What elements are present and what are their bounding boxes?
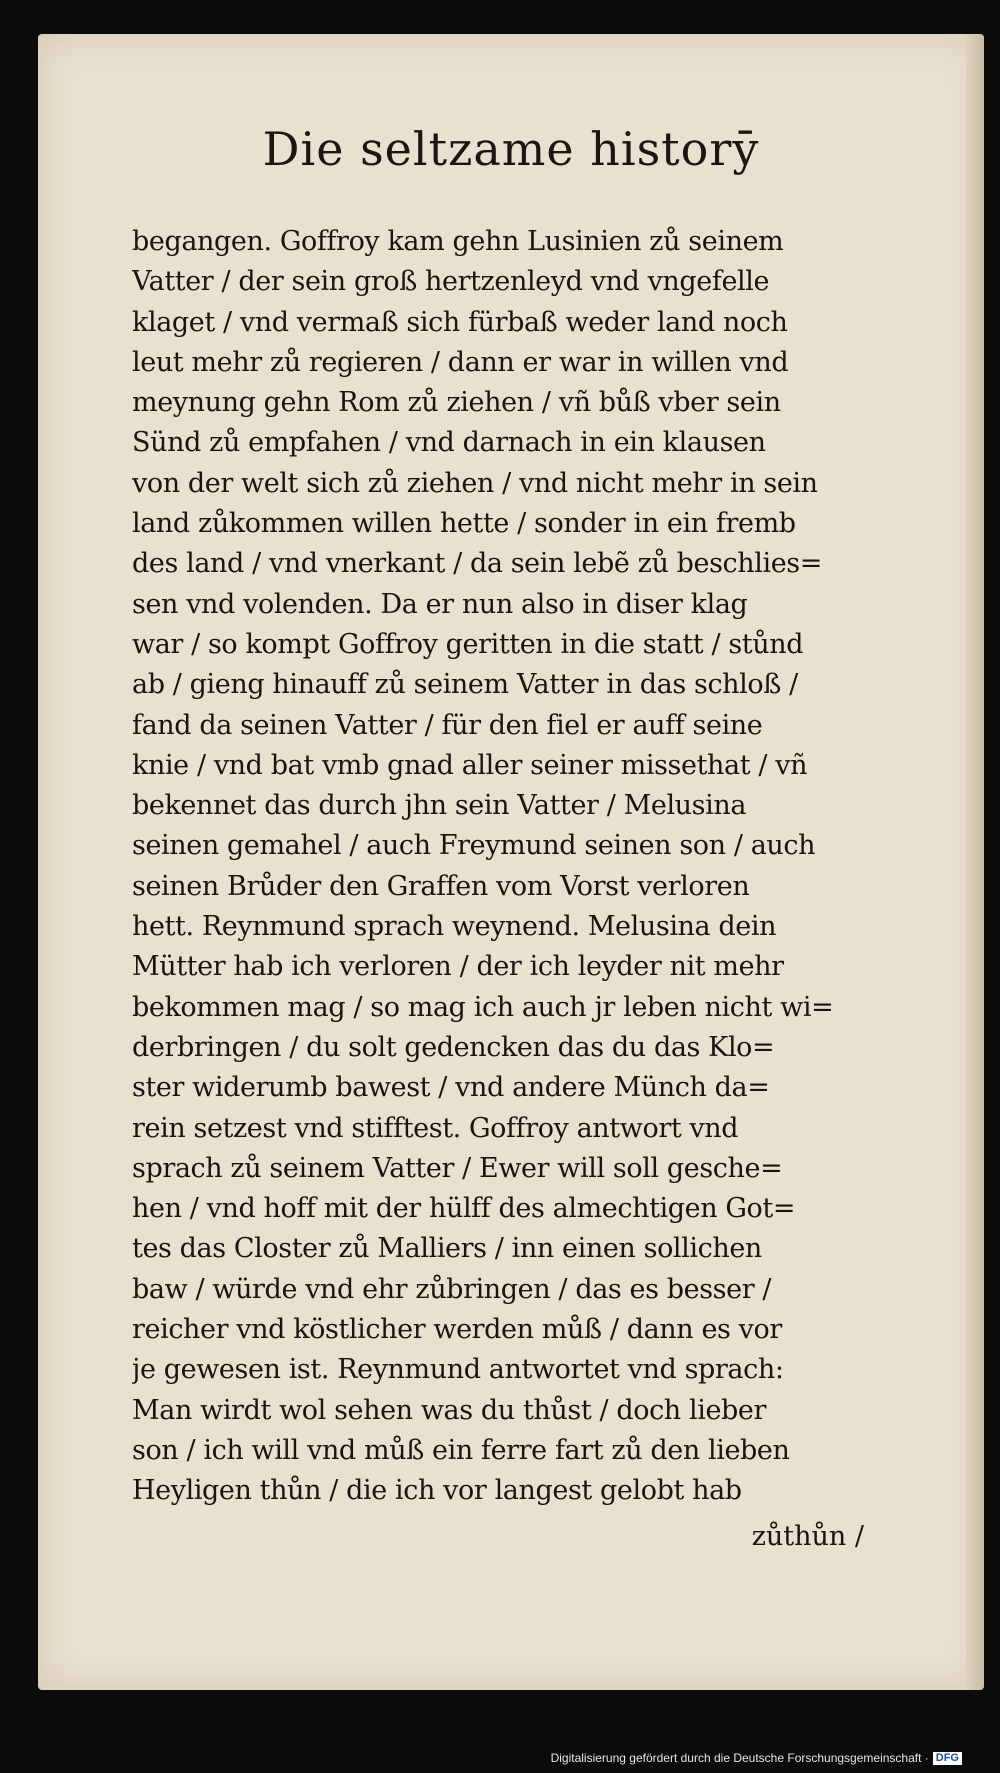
running-head: Die seltzame historȳ	[262, 122, 760, 176]
text-line: rein setzest vnd stifftest. Goffroy antwort vnd	[132, 1112, 739, 1144]
text-line: seinen gemahel / auch Freymund seinen son / auch	[132, 830, 816, 862]
text-line: Sünd zů empfahen / vnd darnach in ein klausen	[132, 427, 766, 459]
text-line: meynung gehn Rom zů ziehen / vñ bůß vber sein	[132, 387, 781, 419]
text-line: war / so kompt Goffroy geritten in die statt / stůnd	[132, 628, 804, 660]
credit-text: Digitalisierung gefördert durch die Deutsche Forschungsgemeinschaft ·	[550, 1750, 929, 1765]
footer-bar	[0, 1739, 1000, 1773]
text-line: sen vnd volenden. Da er nun also in diser klag	[132, 588, 748, 620]
text-line: Vatter / der sein groß hertzenleyd vnd vngefelle	[132, 266, 770, 298]
text-line: ab / gieng hinauff zů seinem Vatter in das schloß /	[132, 669, 798, 701]
text-line: sprach zů seinem Vatter / Ewer will soll gesche=	[132, 1152, 783, 1184]
text-line: begangen. Goffroy kam gehn Lusinien zů seinem	[132, 226, 784, 257]
text-line: klaget / vnd vermaß sich fürbaß weder land noch	[132, 306, 788, 338]
book-page	[38, 34, 984, 1690]
text-line: bekommen mag / so mag ich auch jr leben nicht wi=	[132, 991, 834, 1023]
text-line: Man wirdt wol sehen was du thůst / doch lieber	[132, 1394, 766, 1426]
text-line: son / ich will vnd můß ein ferre fart zů den lieben	[132, 1434, 790, 1466]
text-line: des land / vnd vnerkant / da sein lebẽ zů beschlies=	[132, 548, 822, 580]
body-text	[132, 222, 962, 1512]
text-line: tes das Closter zů Malliers / inn einen sollichen	[132, 1233, 762, 1265]
text-line: fand da seinen Vatter / für den fiel er auff seine	[132, 709, 763, 741]
text-line: hen / vnd hoff mit der hülff des almechtigen Got=	[132, 1193, 796, 1225]
text-line: land zůkommen willen hette / sonder in ein fremb	[132, 508, 796, 540]
text-line: hett. Reynmund sprach weynend. Melusina dein	[132, 911, 777, 943]
text-line: von der welt sich zů ziehen / vnd nicht mehr in sein	[132, 467, 818, 499]
text-line: baw / würde vnd ehr zůbringen / das es besser /	[132, 1273, 772, 1305]
text-line: je gewesen ist. Reynmund antwortet vnd sprach:	[132, 1354, 784, 1386]
text-line: seinen Brůder den Graffen vom Vorst verloren	[132, 870, 750, 902]
text-line: ster widerumb bawest / vnd andere Münch da=	[132, 1072, 770, 1104]
text-line: knie / vnd bat vmb gnad aller seiner missethat / vñ	[132, 749, 808, 781]
page-edge	[966, 34, 984, 1690]
text-line: bekennet das durch jhn sein Vatter / Melusina	[132, 790, 747, 822]
digitization-credit	[551, 1751, 962, 1765]
text-line: Heyligen thůn / die ich vor langest gelobt hab	[132, 1475, 742, 1507]
dfg-logo: DFG	[933, 1752, 962, 1765]
text-line: leut mehr zů regieren / dann er war in willen vnd	[132, 346, 789, 378]
text-line: derbringen / du solt gedencken das du das Klo=	[132, 1031, 775, 1063]
text-line: Mütter hab ich verloren / der ich leyder nit mehr	[132, 951, 784, 983]
catchword: zůthůn /	[751, 1521, 864, 1552]
text-line: reicher vnd köstlicher werden můß / dann es vor	[132, 1314, 782, 1346]
